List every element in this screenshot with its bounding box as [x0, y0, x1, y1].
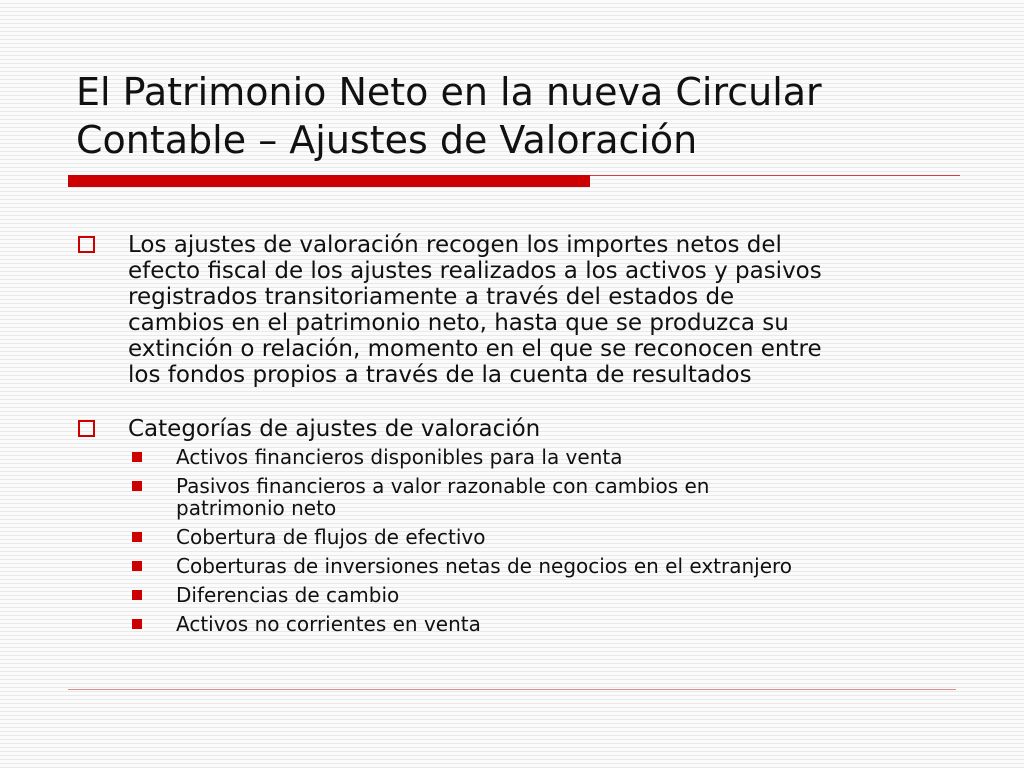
bullet-text-line: extinción o relación, momento en el que se reconocen entre	[128, 336, 822, 362]
hollow-square-bullet-icon	[78, 236, 95, 253]
list-item-text	[176, 555, 976, 577]
list-item-line: Diferencias de cambio	[176, 583, 400, 607]
filled-square-bullet-icon	[132, 619, 142, 629]
bullet-text	[128, 416, 976, 442]
list-item	[128, 555, 976, 577]
bullet-text-line: registrados transitoriamente a través del estados de	[128, 284, 735, 310]
list-item	[128, 446, 976, 468]
list-item-text	[176, 584, 976, 606]
list-item-line: Coberturas de inversiones netas de negocios en el extranjero	[176, 554, 793, 578]
bullet-text	[128, 232, 976, 388]
list-item-line: patrimonio neto	[176, 496, 337, 520]
slide-title	[76, 68, 976, 164]
bullet-text-line: cambios en el patrimonio neto, hasta que se produzca su	[128, 310, 789, 336]
slide-title-line: El Patrimonio Neto en la nueva Circular	[76, 70, 822, 114]
footer-divider	[68, 689, 956, 690]
list-item-text	[176, 475, 976, 519]
list-item	[128, 584, 976, 606]
filled-square-bullet-icon	[132, 590, 142, 600]
hollow-square-bullet-icon	[78, 420, 95, 437]
list-item-line: Activos financieros disponibles para la venta	[176, 445, 623, 469]
title-underline-thin	[590, 175, 960, 176]
list-item	[128, 613, 976, 635]
bullet-text-line: Categorías de ajustes de valoración	[128, 416, 541, 442]
list-item-text	[176, 446, 976, 468]
list-item-line: Cobertura de flujos de efectivo	[176, 525, 486, 549]
categorias-sublist	[128, 446, 976, 635]
slide-content	[76, 232, 976, 663]
list-item	[128, 475, 976, 519]
filled-square-bullet-icon	[132, 452, 142, 462]
list-item-text	[176, 526, 976, 548]
bullet-text-line: los fondos propios a través de la cuenta de resultados	[128, 362, 752, 388]
list-item-line: Pasivos financieros a valor razonable con cambios en	[176, 474, 710, 498]
list-item-line: Activos no corrientes en venta	[176, 612, 481, 636]
title-underline-thick	[68, 175, 590, 187]
bullet-ajustes-definicion	[76, 232, 976, 388]
bullet-text-line: Los ajustes de valoración recogen los importes netos del	[128, 232, 782, 258]
filled-square-bullet-icon	[132, 481, 142, 491]
bullet-text-line: efecto fiscal de los ajustes realizados a los activos y pasivos	[128, 258, 822, 284]
list-item-text	[176, 613, 976, 635]
bullet-categorias	[76, 416, 976, 635]
filled-square-bullet-icon	[132, 532, 142, 542]
filled-square-bullet-icon	[132, 561, 142, 571]
slide-title-line: Contable – Ajustes de Valoración	[76, 118, 698, 162]
list-item	[128, 526, 976, 548]
